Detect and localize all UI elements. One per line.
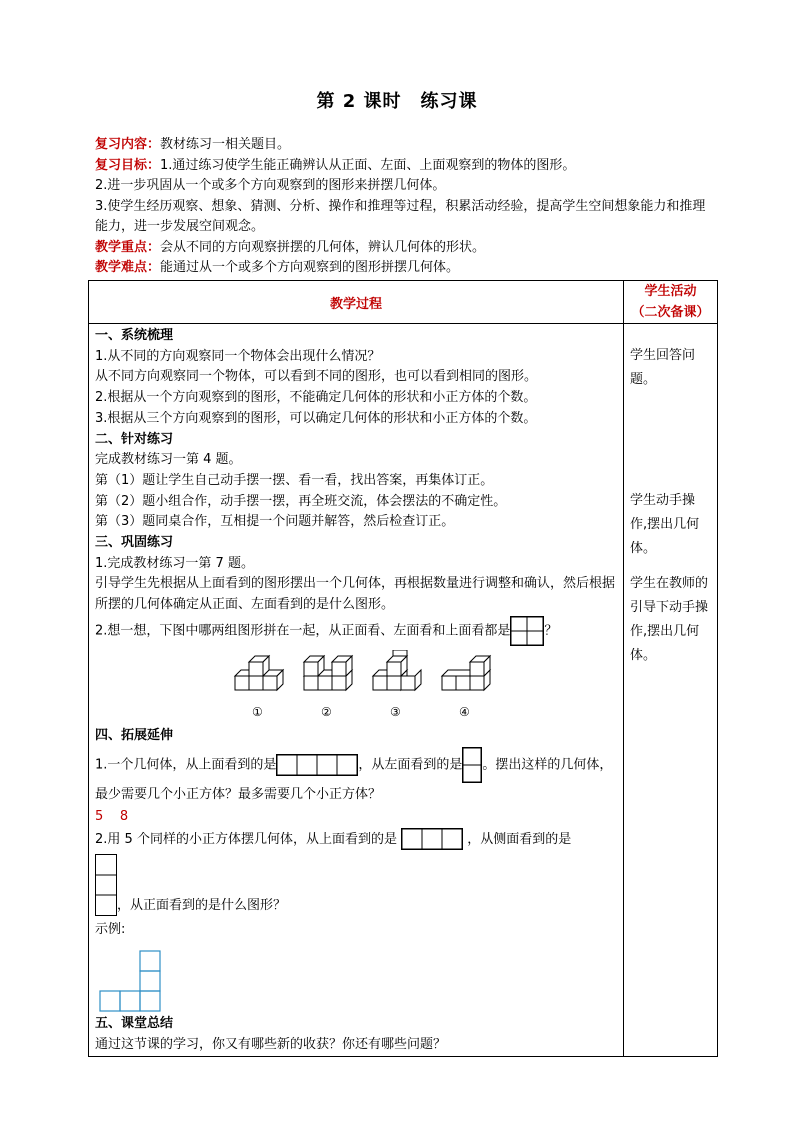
section-1-point-3: 3.根据从三个方向观察到的图形，可以确定几何体的形状和小正方体的个数。 xyxy=(95,410,537,426)
section-4-question-1-text-b: ，从左面看到的是 xyxy=(358,757,463,773)
example-label: 示例: xyxy=(95,921,126,937)
review-goal-line xyxy=(95,156,715,177)
section-4-question-2-text-c: ，从正面看到的是什么图形？ xyxy=(117,897,287,913)
example-l-shape-icon xyxy=(99,950,165,1014)
review-content-text: 教材练习一相关题目。 xyxy=(160,137,291,152)
cube-figures xyxy=(95,650,617,720)
difficulty-label: 教学难点： xyxy=(95,260,161,275)
lesson-meta xyxy=(95,135,715,279)
section-1-question-1: 1.从不同的方向观察同一个物体会出现什么情况？ xyxy=(95,348,381,364)
section-2-para-1: 完成教材练习一第 4 题。 xyxy=(95,452,242,468)
section-4-question-2 xyxy=(95,828,617,852)
section-4-question-2-text-b: ，从侧面看到的是 xyxy=(467,831,572,847)
section-3-question-2-end: ？ xyxy=(544,623,558,639)
section-2-title: 二、针对练习 xyxy=(95,431,174,447)
review-content-line xyxy=(95,135,715,156)
section-1-title: 一、系统梳理 xyxy=(95,328,174,343)
key-point-text: 会从不同的方向观察拼摆的几何体，辨认几何体的形状。 xyxy=(160,239,486,255)
section-5-title: 五、课堂总结 xyxy=(95,1016,174,1032)
difficulty-line xyxy=(95,258,715,279)
section-4-question-2-cont xyxy=(95,854,617,916)
section-4-question-1 xyxy=(95,747,617,807)
section-2-para-2: 第（1）题让学生自己动手摆一摆、看一看，找出答案，再集体订正。 xyxy=(95,472,494,488)
section-4-question-1-text-c: 。摆出这样的几何体，最少需要几个小正方体？最多需要几个小正方体？ xyxy=(95,757,613,803)
cube-figure-3-label: ③ xyxy=(390,705,401,720)
section-4-title: 四、拓展延伸 xyxy=(95,728,174,744)
side-view-3x1-icon xyxy=(95,854,117,916)
student-activity-1: 学生回答问题。 xyxy=(630,348,696,387)
header-student-activity-line1: 学生活动 xyxy=(644,284,697,299)
cube-figure-1-icon xyxy=(233,650,285,702)
teaching-process-body xyxy=(89,324,624,1057)
key-point-label: 教学重点： xyxy=(95,239,161,255)
section-3-para-2: 引导学生先根据从上面看到的图形摆出一个几何体，再根据数量进行调整和确认，然后根据所摆的几何体确定从正面、左面看到的是什么图形。 xyxy=(95,576,616,613)
cube-figure-4-icon xyxy=(440,650,492,702)
section-5-para-1: 通过这节课的学习，你又有哪些新的收获？你还有哪些问题？ xyxy=(95,1037,447,1053)
square-2x2-icon xyxy=(510,616,544,646)
review-goal-label: 复习目标： xyxy=(95,157,161,173)
section-4-answer-min: 5 xyxy=(95,809,104,825)
difficulty-text: 能通过从一个或多个方向观察到的图形拼摆几何体。 xyxy=(160,260,460,275)
section-3-question-2 xyxy=(95,616,617,647)
example-figure xyxy=(95,942,617,1014)
cube-figure-4-label: ④ xyxy=(459,705,470,720)
section-2-para-3: 第（2）题小组合作，动手摆一摆，再全班交流，体会摆法的不确定性。 xyxy=(95,493,507,509)
student-activity-3: 学生在教师的引导下动手操作,摆出几何体。 xyxy=(630,576,709,663)
section-3-para-1: 1.完成教材练习一第 7 题。 xyxy=(95,555,254,571)
header-student-activity xyxy=(624,281,718,324)
cube-figure-1-label: ① xyxy=(252,705,263,720)
section-1-answer-1: 从不同方向观察同一个物体，可以看到不同的图形，也可以看到相同的图形。 xyxy=(95,369,538,385)
header-student-activity-line2: （二次备课） xyxy=(631,305,710,320)
cube-figure-3-icon xyxy=(371,650,423,702)
section-3-question-2-text: 2.想一想，下图中哪两组图形拼在一起，从正面看、左面看和上面看都是 xyxy=(95,623,511,639)
section-4-question-1-text-a: 1.一个几何体，从上面看到的是 xyxy=(95,757,277,773)
section-4-question-2-text-a: 2.用 5 个同样的小正方体摆几何体，从上面看到的是 xyxy=(95,831,397,847)
review-content-label: 复习内容： xyxy=(95,137,161,152)
cube-figure-2-icon xyxy=(302,650,354,702)
section-2-para-4: 第（3）题同桌合作，互相提一个问题并解答，然后检查订正。 xyxy=(95,514,455,530)
page-title: 第 2 课时 练习课 xyxy=(316,91,478,112)
student-activity-body xyxy=(624,324,718,1057)
section-1-point-2: 2.根据从一个方向观察到的图形，不能确定几何体的形状和小正方体的个数。 xyxy=(95,390,537,406)
cube-figure-2-label: ② xyxy=(321,705,332,720)
key-point-line xyxy=(95,238,715,259)
section-4-answers xyxy=(95,807,617,828)
teaching-process-table xyxy=(88,280,718,1057)
top-view-1x4-icon xyxy=(276,754,358,776)
review-goal-3: 3.使学生经历观察、想象、猜测、分析、操作和推理等过程，积累活动经验，提高学生空间想象能力和推理能力，进一步发展空间观念。 xyxy=(95,198,706,234)
review-goal-2: 2.进一步巩固从一个或多个方向观察到的图形来拼摆几何体。 xyxy=(95,178,446,193)
review-goal-1: 1.通过练习使学生能正确辨认从正面、左面、上面观察到的物体的图形。 xyxy=(160,157,576,173)
section-3-title: 三、巩固练习 xyxy=(95,535,174,551)
top-view-1x3-icon xyxy=(401,828,463,850)
student-activity-2: 学生动手操作,摆出几何体。 xyxy=(630,493,700,556)
section-4-answer-max: 8 xyxy=(119,809,129,825)
left-view-2x1-icon xyxy=(462,747,482,783)
header-teaching-process: 教学过程 xyxy=(89,281,624,324)
